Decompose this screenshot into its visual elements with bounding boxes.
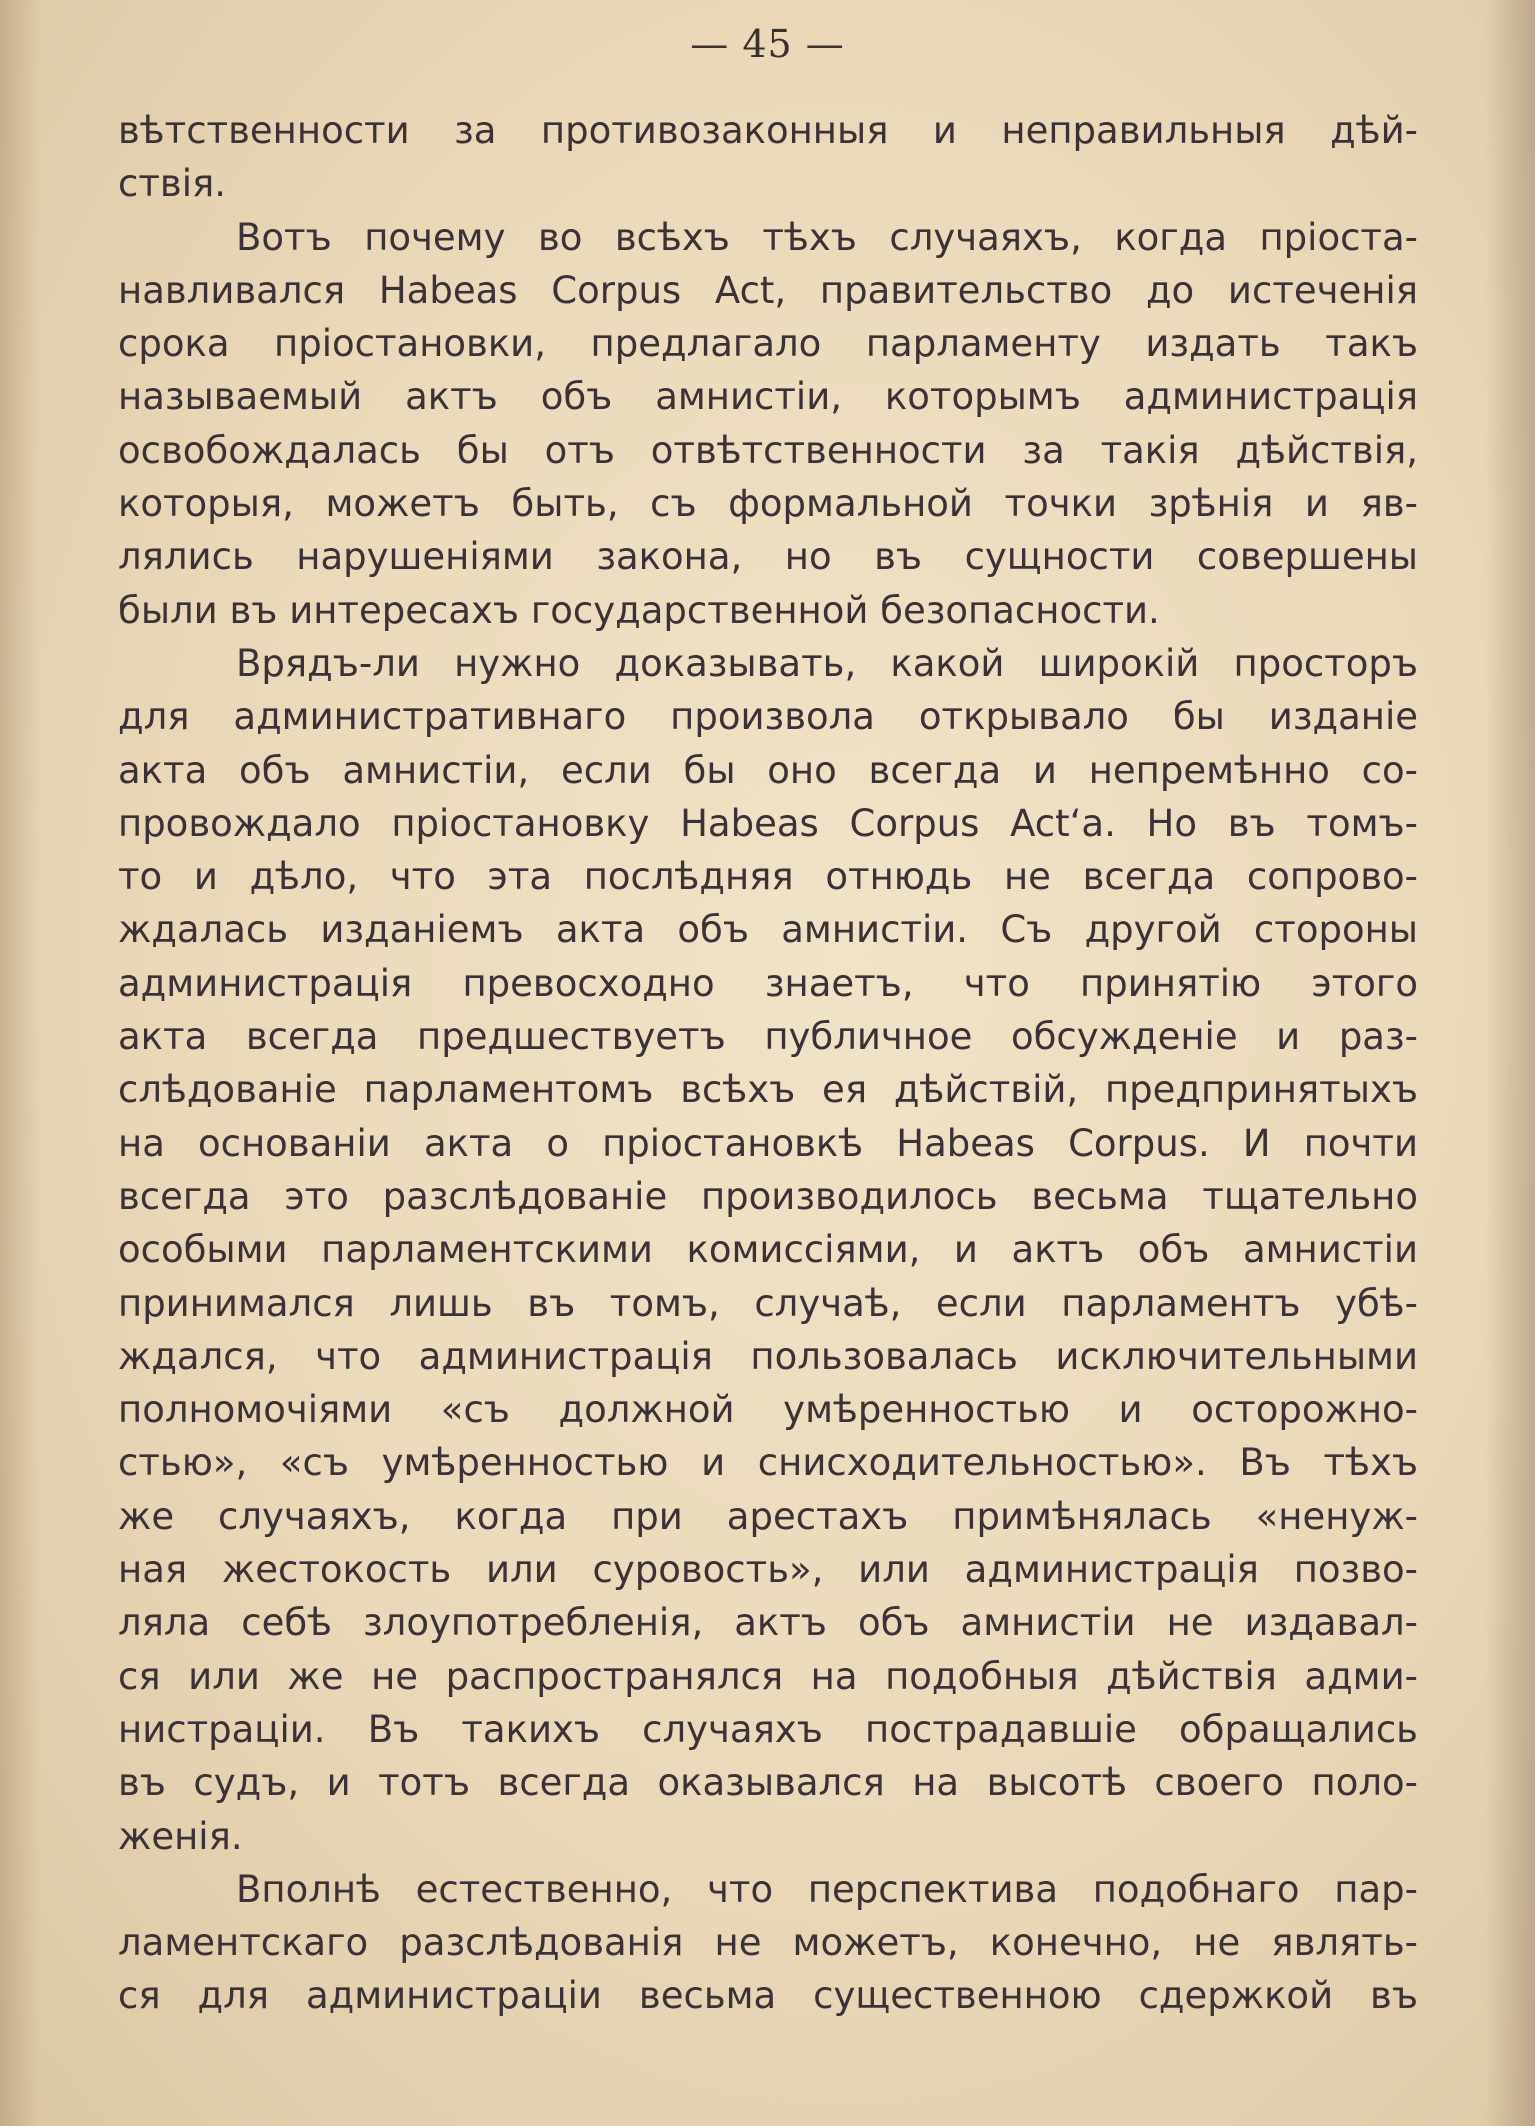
text-line: ждался, что администрація пользовалась исключительными bbox=[118, 1334, 1418, 1378]
text-line: Вотъ почему во всѣхъ тѣхъ случаяхъ, когда пріоста- bbox=[236, 215, 1418, 259]
text-line: вѣтственности за противозаконныя и неправильныя дѣй- bbox=[118, 109, 1418, 152]
text-line: ствія. bbox=[118, 162, 227, 206]
paragraph-2 bbox=[118, 211, 1418, 637]
text-line: которыя, можетъ быть, съ формальной точки зрѣнія и яв- bbox=[118, 482, 1418, 526]
body-text bbox=[118, 104, 1418, 2023]
page-right-shadow bbox=[1485, 0, 1535, 2126]
text-line: были въ интересахъ государственной безопасности. bbox=[118, 588, 1160, 632]
page-number: — 45 — bbox=[690, 22, 845, 66]
text-line: Врядъ-ли нужно доказывать, какой широкій просторъ bbox=[236, 641, 1418, 685]
text-line: слѣдованіе парламентомъ всѣхъ ея дѣйствій, предпринятыхъ bbox=[118, 1068, 1418, 1112]
text-line: ся для администраціи весьма существенною сдержкой въ bbox=[118, 1974, 1418, 2018]
text-line: администрація превосходно знаетъ, что принятію этого bbox=[118, 961, 1418, 1005]
text-line: особыми парламентскими комиссіями, и актъ объ амнистіи bbox=[118, 1228, 1418, 1272]
text-line: ждалась изданіемъ акта объ амнистіи. Съ другой стороны bbox=[118, 908, 1418, 952]
text-line: ся или же не распространялся на подобныя дѣйствія адми- bbox=[118, 1654, 1418, 1698]
text-line: акта объ амнистіи, если бы оно всегда и непремѣнно со- bbox=[118, 748, 1418, 792]
text-line: же случаяхъ, когда при арестахъ примѣнялась «ненуж- bbox=[118, 1494, 1418, 1538]
text-line: для административнаго произвола открывало бы изданіе bbox=[118, 695, 1418, 739]
text-line: называемый актъ объ амнистіи, которымъ администрація bbox=[118, 375, 1418, 419]
text-line: ламентскаго разслѣдованія не можетъ, конечно, не являть- bbox=[118, 1921, 1418, 1965]
text-line: на основаніи акта о пріостановкѣ Habeas Corpus. И почти bbox=[118, 1121, 1418, 1165]
text-line: акта всегда предшествуетъ публичное обсужденіе и раз- bbox=[118, 1015, 1418, 1059]
paragraph-1 bbox=[118, 104, 1418, 211]
text-line: лялись нарушеніями закона, но въ сущности совершены bbox=[118, 535, 1418, 579]
text-line: срока пріостановки, предлагало парламенту издать такъ bbox=[118, 322, 1418, 366]
text-line: ная жестокость или суровость», или администрація позво- bbox=[118, 1548, 1418, 1592]
text-line: въ судъ, и тотъ всегда оказывался на высотѣ своего поло- bbox=[118, 1761, 1418, 1805]
text-line: стью», «съ умѣренностью и снисходительностью». Въ тѣхъ bbox=[118, 1441, 1418, 1485]
text-line: Вполнѣ естественно, что перспектива подобнаго пар- bbox=[236, 1867, 1418, 1911]
text-line: навливался Habeas Corpus Act, правительство до истеченія bbox=[118, 268, 1418, 312]
text-line: женія. bbox=[118, 1814, 243, 1858]
page-left-shadow bbox=[0, 0, 40, 2126]
text-line: нистраціи. Въ такихъ случаяхъ пострадавшіе обращались bbox=[118, 1707, 1418, 1751]
text-line: провождало пріостановку Habeas Corpus Act‘a. Но въ томъ- bbox=[118, 801, 1418, 845]
text-line: то и дѣло, что эта послѣдняя отнюдь не всегда сопрово- bbox=[118, 855, 1418, 899]
text-line: всегда это разслѣдованіе производилось весьма тщательно bbox=[118, 1174, 1418, 1218]
paragraph-3 bbox=[118, 637, 1418, 1863]
paragraph-4 bbox=[118, 1863, 1418, 2023]
text-line: полномочіями «съ должной умѣренностью и осторожно- bbox=[118, 1388, 1418, 1432]
text-line: ляла себѣ злоупотребленія, актъ объ амнистіи не издавал- bbox=[118, 1601, 1418, 1645]
text-line: принимался лишь въ томъ, случаѣ, если парламентъ убѣ- bbox=[118, 1281, 1418, 1325]
text-line: освобождалась бы отъ отвѣтственности за такія дѣйствія, bbox=[118, 428, 1418, 472]
